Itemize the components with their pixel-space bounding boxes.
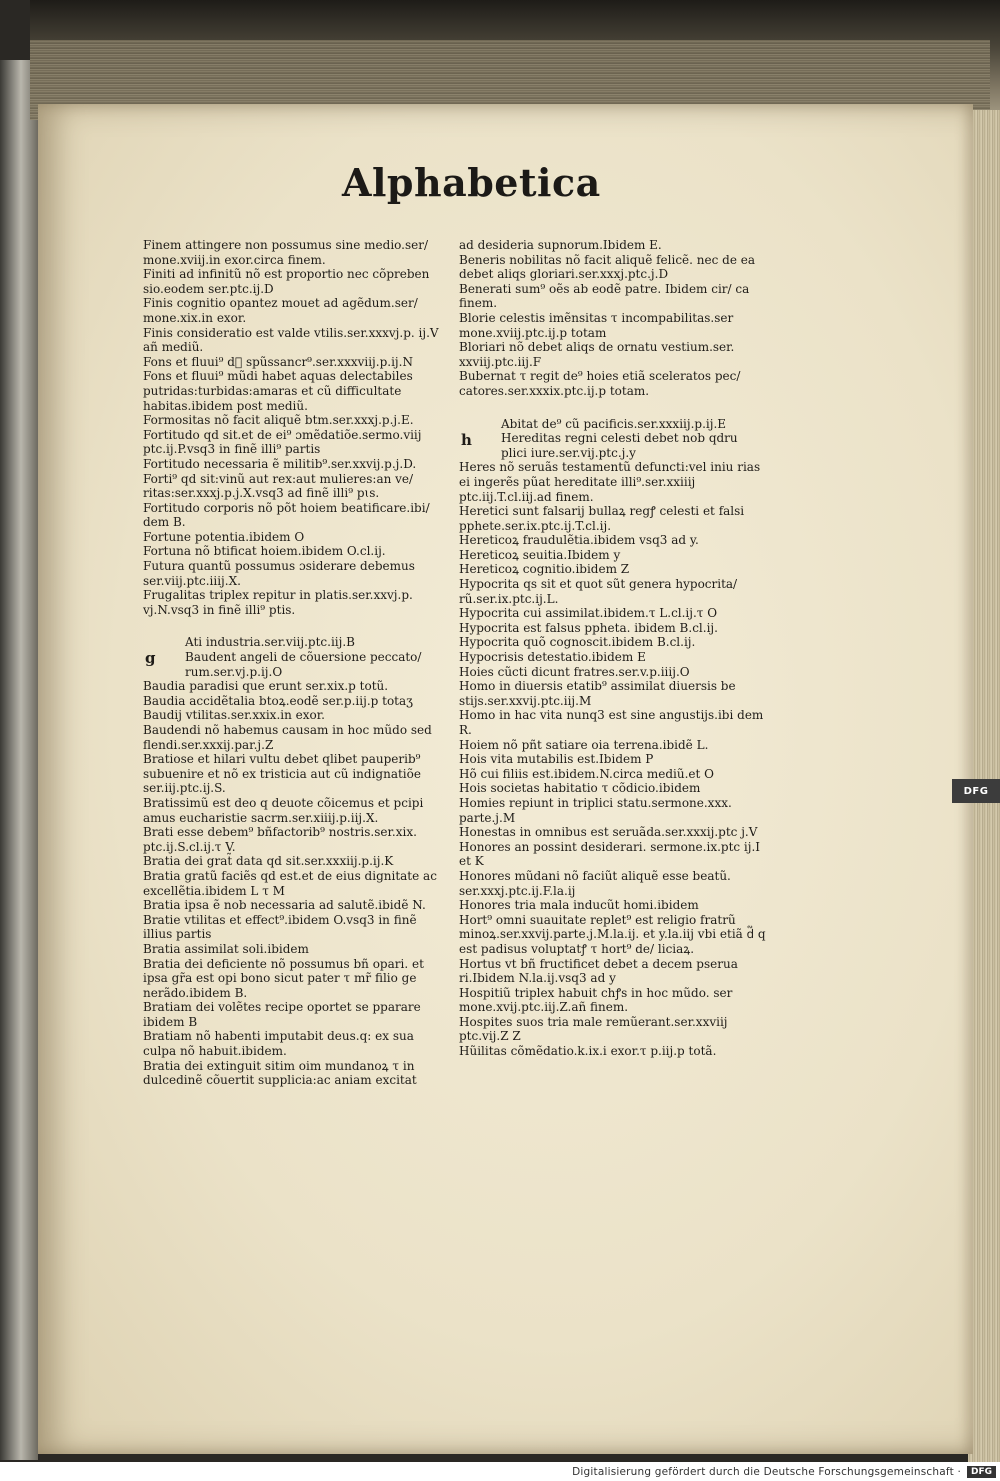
index-entry: Hois societas habitatio τ cõdicio.ibidem (459, 781, 701, 796)
index-entry: Honores an possint desiderari. sermone.ix.ptc ij.I et K (459, 839, 761, 869)
index-entry: Fortitudo necessaria ẽ militib⁹.ser.xxvij.p.j.D. (143, 456, 417, 471)
index-entry: Homo in hac vita nunq3 est sine angustijs.ibi dem R. (459, 708, 764, 737)
index-entry: Benerati sum⁹ oẽs ab eodẽ patre. Ibidem cir/ ca finem. (459, 281, 750, 311)
left-section-start (143, 635, 448, 679)
index-entry: Baudia accidẽtalia btoꝝ.eodẽ ser.p.iij.p totaʒ (143, 693, 413, 708)
right-section-start (459, 417, 767, 461)
index-entry: Bratiose et hilari vultu debet qlibet pauperib⁹ subuenire et nõ ex tristicia aut cũ indignatiõe ser.iij.ptc.ij.S. (143, 752, 421, 796)
index-entry: Hospites suos tria male remũerant.ser.xxviij ptc.vij.Z Z (459, 1014, 728, 1044)
dfg-tab-marker: DFG (952, 779, 1000, 803)
section-gap (143, 617, 448, 635)
index-entry: Finiti ad infinitũ nõ est proportio nec cõpreben sio.eodem ser.ptc.ij.D (143, 267, 430, 296)
index-entry: Fortitudo qd sit.et de ei⁹ ɔmẽdatiõe.sermo.viij ptc.ij.P.vsq3 in finẽ illi⁹ partis (143, 427, 422, 457)
right-entries-b (459, 460, 767, 1058)
index-entry: Futura quantũ possumus ɔsiderare debemus ser.viij.ptc.iiij.X. (143, 559, 415, 588)
index-entry: Hõ cui filiis est.ibidem.N.circa mediũ.et O (459, 766, 714, 781)
index-entry: Baudij vtilitas.ser.xxix.in exor. (143, 708, 325, 723)
index-entry: Finis consideratio est valde vtilis.ser.xxxvj.p. ij.V añ mediũ. (143, 325, 439, 355)
index-entry: Finis cognitio opantez mouet ad agẽdum.ser/ mone.xix.in exor. (143, 296, 418, 325)
index-entry: Hypocrita quõ cognoscit.ibidem B.cl.ij. (459, 635, 696, 650)
left-entries-b-first (185, 635, 448, 679)
index-entry: Bratiam nõ habenti imputabit deus.q: ex sua culpa nõ habuit.ibidem. (143, 1029, 414, 1059)
index-entry: Honores mũdani nõ faciũt aliquẽ esse beatũ. ser.xxxj.ptc.ij.F.la.ij (459, 868, 731, 898)
index-entry: Hypocrisis detestatio.ibidem E (459, 650, 646, 665)
index-entry: Fortitudo corporis nõ põt hoiem beatificare.ibi/ dem B. (143, 500, 430, 530)
page-title: Alphabetica (342, 160, 601, 205)
index-entry: Hypocrita est falsus ppheta. ibidem B.cl.ij. (459, 620, 718, 635)
left-column (143, 238, 448, 1088)
footer-credit: Digitalisierung gefördert durch die Deutsche Forschungsgemeinschaft · (572, 1465, 961, 1478)
index-entry: Hoies cũcti dicunt fratres.ser.v.p.iiij.O (459, 664, 690, 679)
index-entry: Frugalitas triplex repitur in platis.ser.xxvj.p. vj.N.vsq3 in finẽ illi⁹ ptis. (143, 588, 413, 617)
index-entry: Hypocrita qs sit et quot sũt genera hypocrita/ rũ.ser.ix.ptc.ij.L. (459, 577, 738, 606)
index-entry: Homo in diuersis etatib⁹ assimilat diuersis be stijs.ser.xxvij.ptc.iij.M (459, 679, 736, 708)
index-entry: Baudendi nõ habemus causam in hoc mũdo sed flendi.ser.xxxij.par.j.Z (143, 723, 432, 752)
index-entry: Blorie celestis imẽnsitas τ incompabilitas.ser mone.xviij.ptc.ij.p totam (459, 310, 734, 340)
index-entry: Hospitiũ triplex habuit chꝭs in hoc mũdo. ser mone.xvij.ptc.iij.Z.añ finem. (459, 985, 733, 1015)
index-entry: Hereticoꝝ cognitio.ibidem Z (459, 562, 630, 577)
index-entry: Forti⁹ qd sit:vinũ aut rex:aut mulieres:an ve/ ritas:ser.xxxj.p.j.X.vsq3 ad finẽ illi⁹ pɩs. (143, 471, 414, 501)
index-entry: ad desideria supnorum.Ibidem E. (459, 238, 662, 252)
right-column (459, 238, 767, 1059)
index-entry: Bloriari nõ debet aliqs de ornatu vestium.ser. xxviij.ptc.iij.F (459, 340, 735, 369)
left-binding (0, 60, 38, 1460)
index-entry: Hois vita mutabilis est.Ibidem P (459, 752, 654, 767)
index-entry: Heretici sunt falsarij bullaꝝ regꝭ celesti et falsi pphete.ser.ix.ptc.ij.T.cl.ij. (459, 504, 745, 533)
dfg-logo-icon: DFG (967, 1466, 996, 1478)
left-entries-b (143, 679, 448, 1088)
index-entry: Bratiam dei volẽtes recipe oportet se pparare ibidem B (143, 1000, 421, 1029)
index-entry: Hereticoꝝ seuitia.Ibidem y (459, 547, 621, 562)
index-entry: Fortune potentia.ibidem O (143, 529, 305, 544)
index-entry: Bratissimũ est deo q deuote cõicemus et pcipi amus eucharistie sacrm.ser.xiiij.p.iij.X. (143, 795, 424, 825)
index-entry: Hũilitas cõmẽdatio.k.ix.i exor.τ p.iij.p totã. (459, 1044, 717, 1059)
index-entry: Ati industria.ser.viij.ptc.iij.B (185, 635, 355, 650)
index-entry: Beneris nobilitas nõ facit aliquẽ felicẽ. nec de ea debet aliqs gloriari.ser.xxxj.ptc.j.D (459, 252, 755, 282)
right-entries-a (459, 238, 767, 399)
index-entry: Baudent angeli de cõuersione peccato/ rum.ser.vj.p.ij.O (185, 650, 422, 679)
index-entry: Hort⁹ omni suauitate replet⁹ est religio fratrũ minoꝝ.ser.xxvij.parte.j.M.la.ij. et y.la.iij vbi etiã d᷑ q est padisus voluptatꝭ τ hort⁹ de/ liciaꝝ. (459, 912, 766, 956)
index-entry: Bratia ipsa ẽ nob necessaria ad salutẽ.ibidẽ N. (143, 898, 426, 913)
index-entry: Abitat de⁹ cũ pacificis.ser.xxxiij.p.ij.E (501, 416, 727, 431)
index-entry: Brati esse debem⁹ bñfactorib⁹ nostris.ser.xix. ptc.ij.S.cl.ij.τ V. (143, 825, 417, 854)
index-entry: Baudia paradisi que erunt ser.xix.p totũ. (143, 679, 389, 694)
index-entry: Bratia dei extinguit sitim oim mundanoꝝ τ in dulcedinẽ cõuertit supplicia:ac aniam excitat (143, 1058, 417, 1088)
index-entry: Formositas nõ facit aliquẽ btm.ser.xxxj.p.j.E. (143, 413, 414, 428)
section-letter-h: h (461, 430, 472, 449)
index-entry: Honestas in omnibus est seruãda.ser.xxxij.ptc j.V (459, 825, 758, 840)
index-entry: Hereticoꝝ fraudulẽtia.ibidem vsq3 ad y. (459, 533, 699, 548)
section-gap (459, 399, 767, 417)
footer-bar (0, 1462, 1000, 1481)
index-entry: Fons et fluui⁹ mũdi habet aquas delectabiles putridas:turbidas:amaras et cũ difficultate habitas.ibidem post mediũ. (143, 369, 413, 413)
index-entry: Fortuna nõ btificat hoiem.ibidem O.cl.ij. (143, 544, 386, 559)
right-entries-b-first (501, 417, 767, 461)
index-entry: Bubernat τ regit de⁹ hoies etiã sceleratos pec/ catores.ser.xxxix.ptc.ij.p totam. (459, 369, 741, 398)
index-entry: Bratie vtilitas et effect⁹.ibidem O.vsq3 in finẽ illius partis (143, 912, 417, 942)
index-entry: Heres nõ seruãs testamentũ defuncti:vel iniu rias ei ingerẽs pũat hereditate illi⁹.ser.xxiiij ptc.iij.T.cl.iij.ad finem. (459, 460, 761, 504)
index-entry: Honores tria mala inducũt homi.ibidem (459, 898, 699, 913)
index-entry: Bratia gratũ faciẽs qd est.et de eius dignitate ac excellẽtia.ibidem L τ M (143, 868, 437, 898)
index-entry: Bratia assimilat soli.ibidem (143, 941, 309, 956)
index-entry: Hereditas regni celesti debet nob qdru plici iure.ser.vij.ptc.j.y (501, 431, 738, 460)
index-entry: Bratia dei deficiente nõ possumus bñ opari. et ipsa gr̃a est opi bono sicut pater τ mr̃ filio ge nerãdo.ibidem B. (143, 956, 424, 1000)
left-entries-a (143, 238, 448, 617)
section-letter-g: g (145, 649, 156, 668)
index-entry: Hortus vt bñ fructificet debet a decem pserua ri.Ibidem N.la.ij.vsq3 ad y (459, 956, 738, 986)
index-entry: Homies repiunt in triplici statu.sermone.xxx. parte.j.M (459, 795, 732, 825)
index-entry: Hoiem nõ pñt satiare oia terrena.ibidẽ L. (459, 737, 709, 752)
index-entry: Bratia dei grat̃ data qd sit.ser.xxxiij.p.ij.K (143, 854, 394, 869)
index-entry: Hypocrita cui assimilat.ibidem.τ L.cl.ij.τ O (459, 606, 718, 621)
index-entry: Finem attingere non possumus sine medio.ser/ mone.xviij.in exor.circa finem. (143, 238, 429, 267)
index-entry: Fons et fluui⁹ d᷑ spũssancr⁹.ser.xxxviij.p.ij.N (143, 354, 413, 369)
